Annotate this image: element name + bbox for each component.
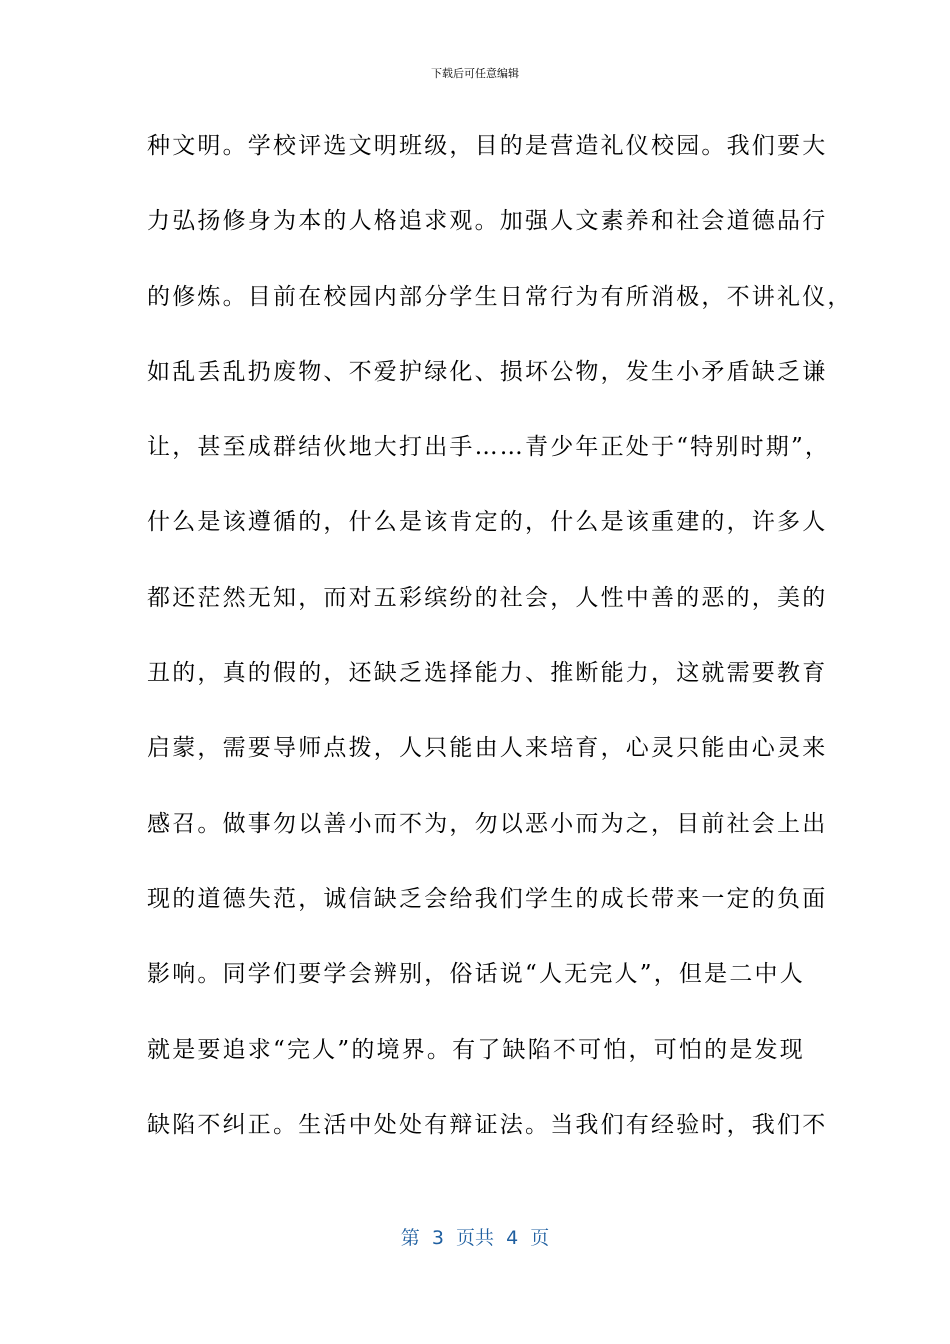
body-line: 都还茫然无知，而对五彩缤纷的社会，人性中善的恶的，美的: [147, 584, 828, 611]
body-line: 影响。同学们要学会辨别，俗话说“人无完人”，但是二中人: [147, 961, 805, 988]
body-line: 力弘扬修身为本的人格追求观。加强人文素养和社会道德品行: [147, 208, 828, 235]
body-line: 启蒙，需要导师点拨，人只能由人来培育，心灵只能由心灵来: [147, 735, 828, 762]
body-line: 丑的，真的假的，还缺乏选择能力、推断能力，这就需要教育: [147, 660, 828, 687]
document-body: [147, 128, 853, 1182]
page-number: 第 3 页共 4 页: [400, 1227, 550, 1249]
body-line: 就是要追求“完人”的境界。有了缺陷不可怕，可怕的是发现: [147, 1036, 805, 1063]
body-line: 缺陷不纠正。生活中处处有辩证法。当我们有经验时，我们不: [147, 1111, 828, 1138]
body-line: 种文明。学校评选文明班级，目的是营造礼仪校园。我们要大: [147, 133, 828, 159]
body-line: 的修炼。目前在校园内部分学生日常行为有所消极，不讲礼仪，: [147, 283, 853, 310]
header-note: 下载后可任意编辑: [431, 67, 519, 80]
body-line: 现的道德失范，诚信缺乏会给我们学生的成长带来一定的负面: [147, 885, 828, 912]
body-line: 如乱丢乱扔废物、不爱护绿化、损坏公物，发生小矛盾缺乏谦: [147, 358, 828, 385]
body-line: 让，甚至成群结伙地大打出手……青少年正处于“特别时期”，: [147, 434, 831, 461]
body-line: 什么是该遵循的，什么是该肯定的，什么是该重建的，许多人: [147, 509, 828, 536]
body-line: 感召。做事勿以善小而不为，勿以恶小而为之，目前社会上出: [147, 810, 828, 837]
